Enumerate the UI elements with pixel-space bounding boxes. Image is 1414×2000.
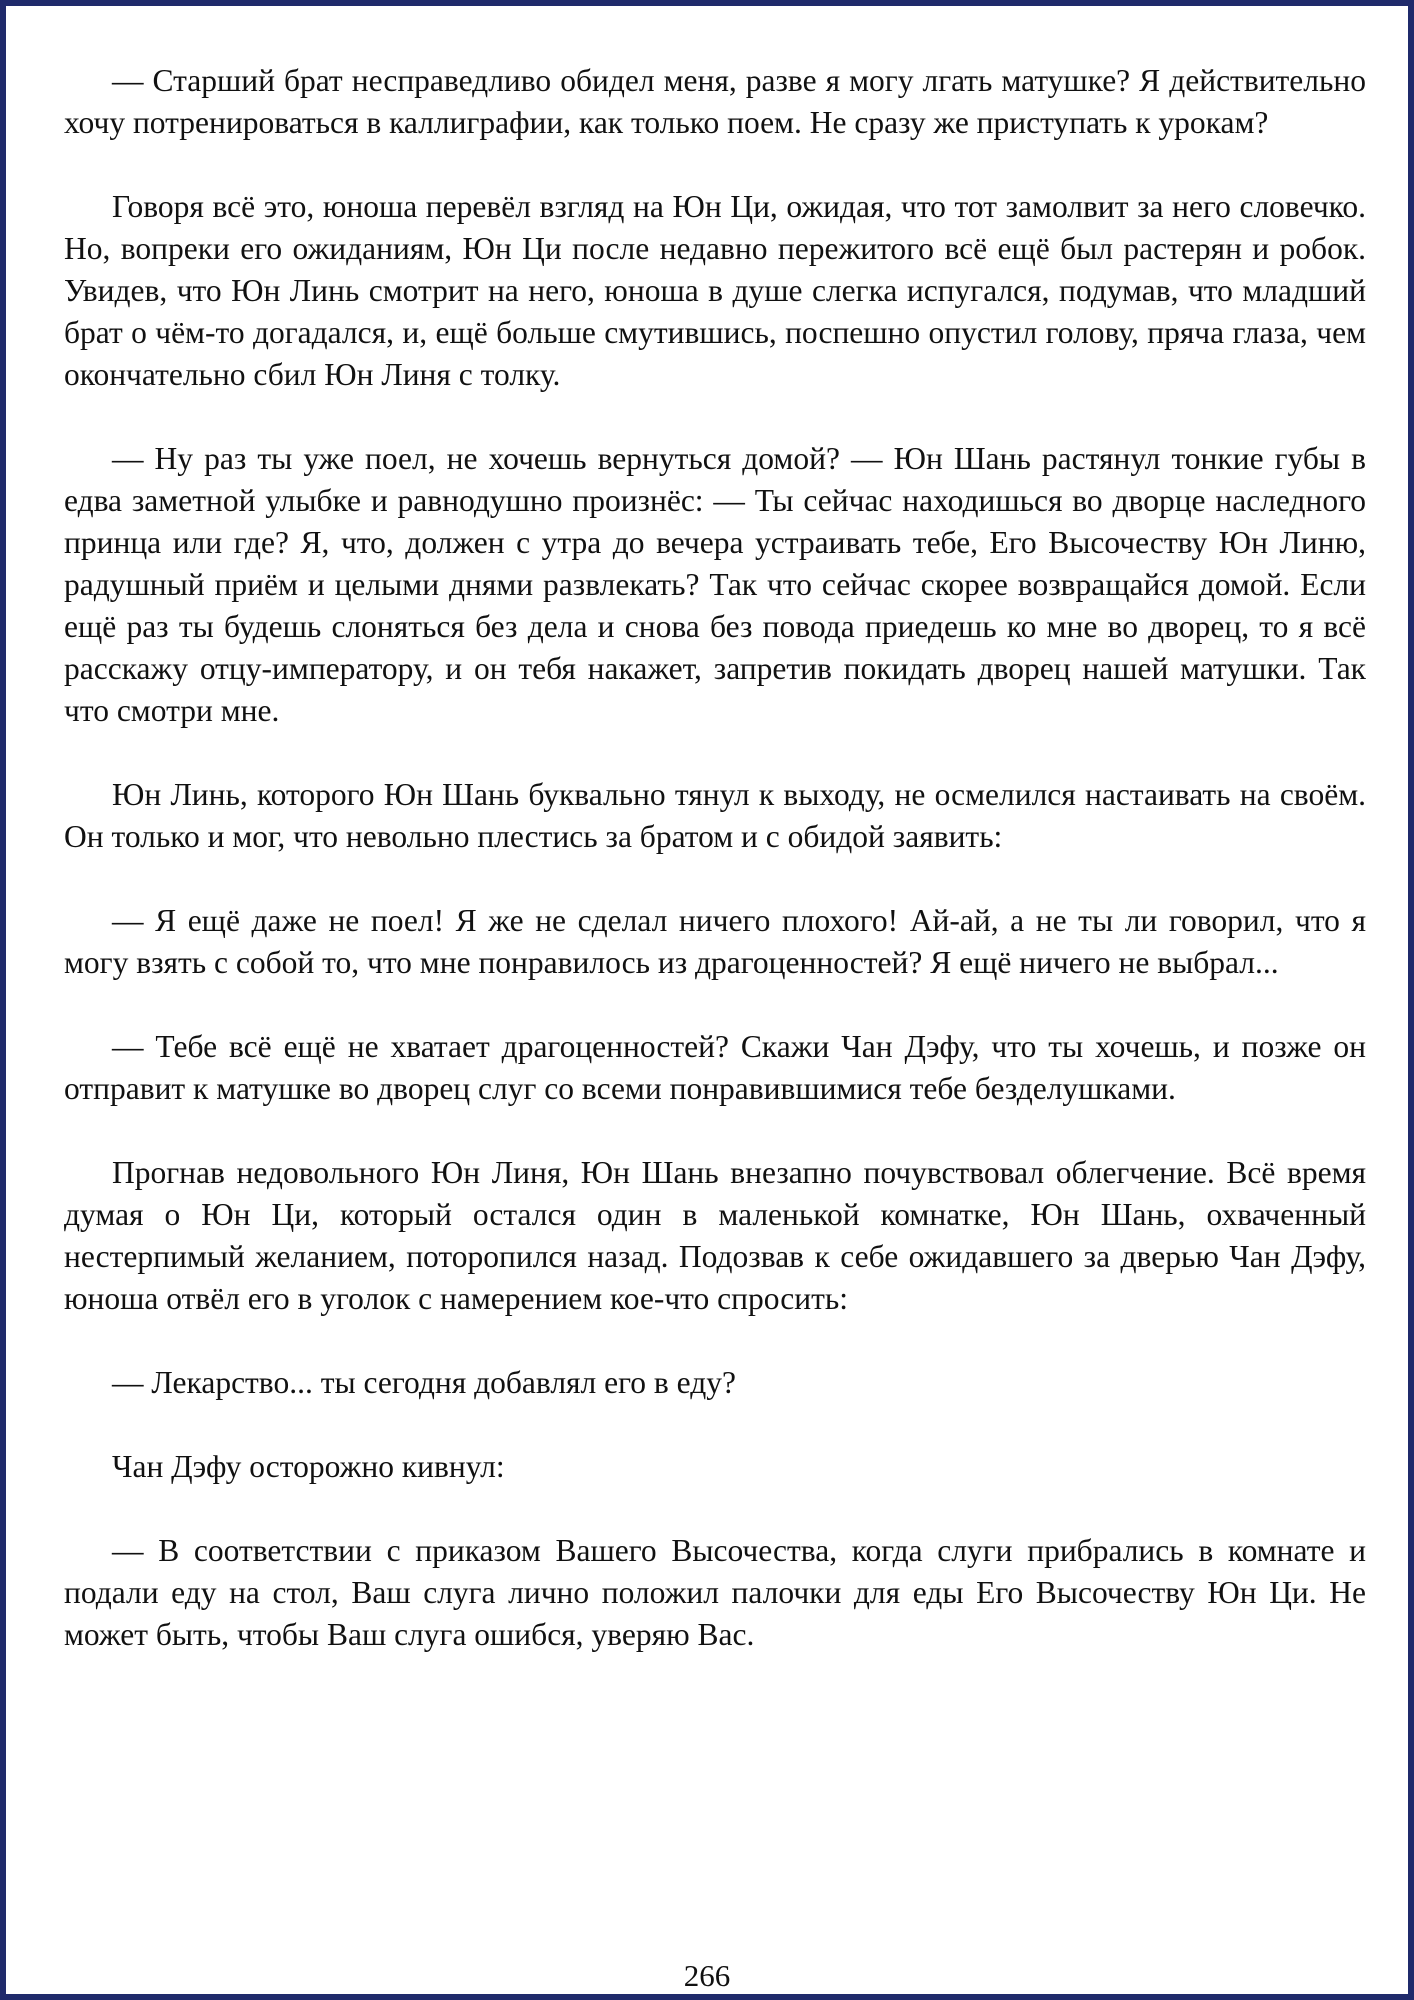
- paragraph: — Я ещё даже не поел! Я же не сделал ничего плохого! Ай-ай, а не ты ли говорил, что я могу взять с собой то, что мне понравилось из драгоценностей? Я ещё ничего не выбрал...: [64, 903, 1366, 980]
- paragraph: — Лекарство... ты сегодня добавлял его в еду?: [112, 1365, 736, 1400]
- paragraph: Юн Линь, которого Юн Шань буквально тянул к выходу, не осмелился настаивать на своём. Он только и мог, что невольно плестись за братом и с обидой заявить:: [64, 777, 1366, 854]
- paragraph: Чан Дэфу осторожно кивнул:: [112, 1449, 505, 1484]
- paragraph: — Тебе всё ещё не хватает драгоценностей? Скажи Чан Дэфу, что ты хочешь, и позже он отправит к матушке во дворец слуг со всеми понравившимися тебе безделушками.: [64, 1029, 1366, 1106]
- page-number: 266: [683, 1958, 731, 1993]
- paragraph: — Ну раз ты уже поел, не хочешь вернуться домой? — Юн Шань растянул тонкие губы в едва заметной улыбке и равнодушно произнёс: — Ты сейчас находишься во дворце наследного принца или где? Я, что, должен с утра до вечера устраивать тебе, Его Высочеству Юн Линю, радушный приём и целыми днями развлекать? Так что сейчас скорее возвращайся домой. Если ещё раз ты будешь слоняться без дела и снова без повода приедешь ко мне во дворец, то я всё расскажу отцу-императору, и он тебя накажет, запретив покидать дворец нашей матушки. Так что смотри мне.: [64, 441, 1366, 728]
- page-body: [64, 60, 1366, 1698]
- paragraph: Прогнав недовольного Юн Линя, Юн Шань внезапно почувствовал облегчение. Всё время думая о Юн Ци, который остался один в маленькой комнатке, Юн Шань, охваченный нестерпимый желанием, поторопился назад. Подозвав к себе ожидавшего за дверью Чан Дэфу, юноша отвёл его в уголок с намерением кое-что спросить:: [64, 1155, 1366, 1316]
- paragraph: Говоря всё это, юноша перевёл взгляд на Юн Ци, ожидая, что тот замолвит за него словечко. Но, вопреки его ожиданиям, Юн Ци после недавно пережитого всё ещё был растерян и робок. Увидев, что Юн Линь смотрит на него, юноша в душе слегка испугался, подумав, что младший брат о чём-то догадался, и, ещё больше смутившись, поспешно опустил голову, пряча глаза, чем окончательно сбил Юн Линя с толку.: [64, 189, 1366, 392]
- paragraph: — В соответствии с приказом Вашего Высочества, когда слуги прибрались в комнате и подали еду на стол, Ваш слуга лично положил палочки для еды Его Высочеству Юн Ци. Не может быть, чтобы Ваш слуга ошибся, уверяю Вас.: [64, 1533, 1366, 1652]
- paragraph: — Старший брат несправедливо обидел меня, разве я могу лгать матушке? Я действительно хочу потренироваться в каллиграфии, как только поем. Не сразу же приступать к урокам?: [64, 63, 1366, 140]
